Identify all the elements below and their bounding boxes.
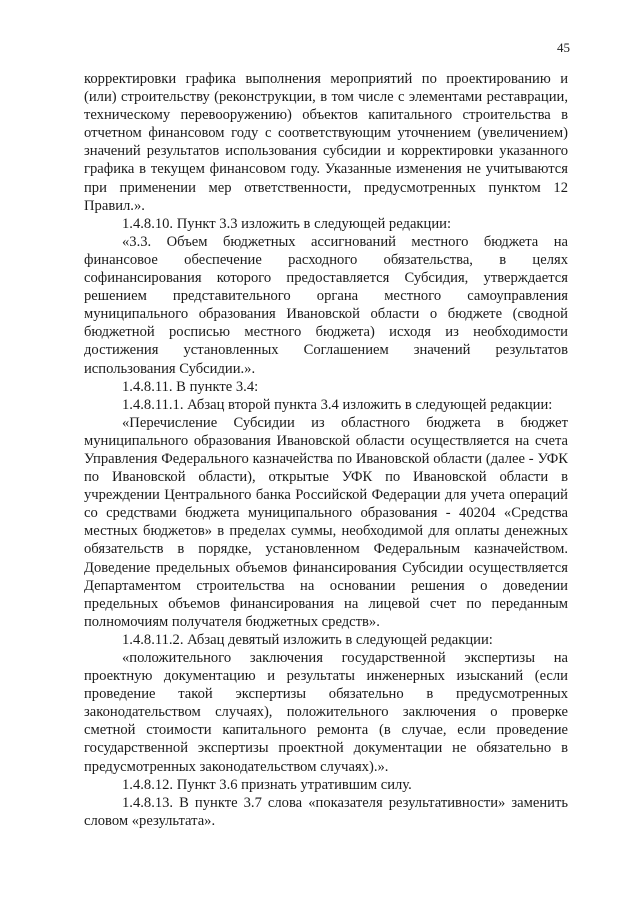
page-number: 45 <box>557 40 570 55</box>
paragraph-1-4-8-11-1: 1.4.8.11.1. Абзац второй пункта 3.4 изложить в следующей редакции: <box>122 396 553 413</box>
paragraph-1-4-8-10: 1.4.8.10. Пункт 3.3 изложить в следующей редакции: <box>122 215 451 232</box>
paragraph-1-4-8-11: 1.4.8.11. В пункте 3.4: <box>122 378 259 395</box>
paragraph-1-4-8-12: 1.4.8.12. Пункт 3.6 признать утратившим силу. <box>122 776 412 793</box>
paragraph-1-4-8-13: 1.4.8.13. В пункте 3.7 слова «показателя результативности» заменить словом «результата». <box>84 794 568 829</box>
paragraph-quote-expertise: «положительного заключения государственной экспертизы на проектную документацию и результаты инженерных изысканий (если проведение такой экспертизы обязательно в предусмотренных законодательством случаях), положительного заключения о проверке сметной стоимости капитального ремонта (в случае, если проведение государственной экспертизы проектной документации не обязательно в предусмотренных законодательством случаях).». <box>84 650 568 775</box>
document-body <box>84 70 568 830</box>
paragraph-continuation: корректировки графика выполнения мероприятий по проектированию и (или) строительству (реконструкции, в том числе с элементами реставрации, техническому перевооружению) объектов капитального строительства в отчетном финансовом году с соответствующим уточнением (увеличением) значений результатов использования субсидии и корректировки указанного графика в текущем финансовом году. Указанные изменения не учитываются при применении мер ответственности, предусмотренных пунктом 12 Правил.». <box>84 71 568 214</box>
paragraph-1-4-8-11-2: 1.4.8.11.2. Абзац девятый изложить в следующей редакции: <box>122 631 493 648</box>
paragraph-quote-subsidy-transfer: «Перечисление Субсидии из областного бюджета в бюджет муниципального образования Ивановской области осуществляется на счета Управления Федерального казначейства по Ивановской области (далее - УФК по Ивановской области), открытые УФК по Ивановской области в учреждении Центрального банка Российской Федерации для учета операций со средствами бюджета муниципального образования - 40204 «Средства местных бюджетов» в пределах суммы, необходимой для оплаты денежных обязательств в порядке, установленном Федеральным казначейством. Доведение предельных объемов финансирования Субсидии осуществляется Департаментом строительства на основании решения о доведении предельных объемов финансирования на лицевой счет по переданным полномочиям получателя бюджетных средств». <box>84 414 568 630</box>
paragraph-quote-3-3: «3.3. Объем бюджетных ассигнований местного бюджета на финансовое обеспечение расходного обязательства, в целях софинансирования которого предоставляется Субсидия, утверждается решением представительного органа местного самоуправления муниципального образования Ивановской области о бюджете (сводной бюджетной росписью местного бюджета) исходя из необходимости достижения установленных Соглашением значений результатов использования Субсидии.». <box>84 233 568 377</box>
